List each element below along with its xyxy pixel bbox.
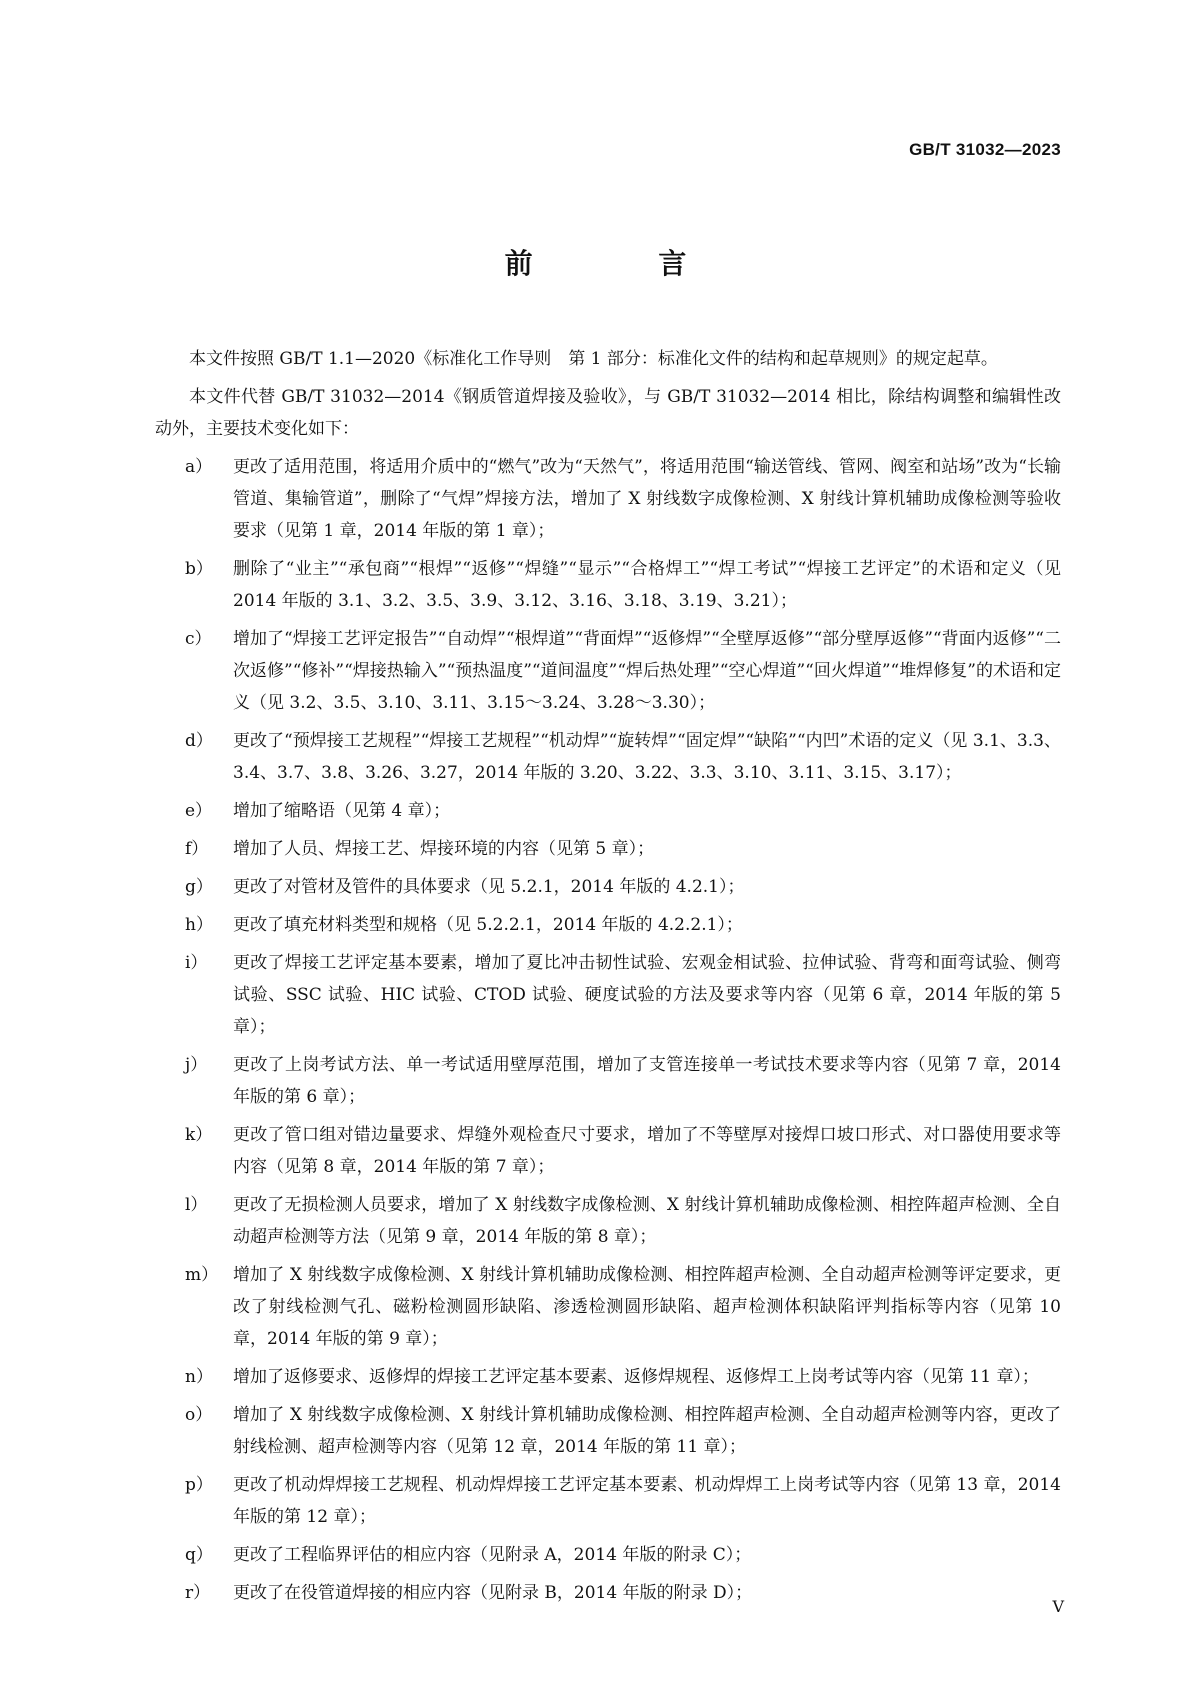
list-item-text: 更改了无损检测人员要求，增加了 X 射线数字成像检测、X 射线计算机辅助成像检测、相控阵超声检测、全自动超声检测等方法（见第 9 章，2014 年版的第 8 章）；: [233, 1195, 1061, 1247]
list-item-text: 更改了工程临界评估的相应内容（见附录 A，2014 年版的附录 C）；: [233, 1545, 752, 1565]
page-title: 前 言: [504, 247, 745, 280]
list-item-text: 更改了“预焊接工艺规程”“焊接工艺规程”“机动焊”“旋转焊”“固定焊”“缺陷”“内凹”术语的定义（见 3.1、3.3、3.4、3.7、3.8、3.26、3.27，2014 年版的 3.20、3.22、3.3、3.10、3.11、3.15、3.17）；: [233, 731, 1061, 783]
change-list: [155, 451, 1061, 1609]
list-marker: l）: [185, 1195, 208, 1215]
list-item-text: 增加了缩略语（见第 4 章）；: [233, 801, 451, 821]
list-item: [155, 553, 1061, 617]
list-item: [155, 1399, 1061, 1463]
list-item-text: 增加了 X 射线数字成像检测、X 射线计算机辅助成像检测、相控阵超声检测、全自动超声检测等评定要求，更改了射线检测气孔、磁粉检测圆形缺陷、渗透检测圆形缺陷、超声检测体积缺陷评判指标等内容（见第 10 章，2014 年版的第 9 章）；: [233, 1265, 1061, 1349]
list-item: [155, 1189, 1061, 1253]
list-marker: e）: [185, 801, 213, 821]
intro-paragraph: 本文件按照 GB/T 1.1—2020《标准化工作导则 第 1 部分：标准化文件的结构和起草规则》的规定起草。: [189, 349, 998, 369]
list-item-text: 增加了 X 射线数字成像检测、X 射线计算机辅助成像检测、相控阵超声检测、全自动超声检测等内容，更改了射线检测、超声检测等内容（见第 12 章，2014 年版的第 11 章）；: [233, 1405, 1061, 1457]
list-item-text: 更改了在役管道焊接的相应内容（见附录 B，2014 年版的附录 D）；: [233, 1583, 753, 1603]
list-item: [155, 1259, 1061, 1355]
list-marker: p）: [185, 1475, 213, 1495]
list-item: [155, 451, 1061, 547]
list-item: [155, 795, 1061, 827]
list-item-text: 增加了返修要求、返修焊的焊接工艺评定基本要素、返修焊规程、返修焊工上岗考试等内容（见第 11 章）；: [233, 1367, 1039, 1387]
list-item-text: 更改了对管材及管件的具体要求（见 5.2.1，2014 年版的 4.2.1）；: [233, 877, 745, 897]
list-item-text: 更改了填充材料类型和规格（见 5.2.2.1，2014 年版的 4.2.2.1）；: [233, 915, 743, 935]
page-number: Ⅴ: [1052, 1597, 1064, 1616]
list-item: [155, 1119, 1061, 1183]
list-marker: n）: [185, 1367, 213, 1387]
preface-body: [155, 343, 1061, 1615]
intro-paragraph: 本文件代替 GB/T 31032—2014《钢质管道焊接及验收》，与 GB/T 31032—2014 相比，除结构调整和编辑性改动外，主要技术变化如下：: [155, 387, 1061, 439]
list-marker: c）: [185, 629, 212, 649]
list-marker: i）: [185, 953, 208, 973]
list-item: [155, 1469, 1061, 1533]
list-marker: d）: [185, 731, 213, 751]
list-item-text: 增加了“焊接工艺评定报告”“自动焊”“根焊道”“背面焊”“返修焊”“全壁厚返修”“部分壁厚返修”“背面内返修”“二次返修”“修补”“焊接热输入”“预热温度”“道间温度”“焊后热处理”“空心焊道”“回火焊道”“堆焊修复”的术语和定义（见 3.2、3.5、3.10、3.11、3.15～3.24、3.28～3.30）；: [233, 629, 1061, 713]
list-item: [155, 725, 1061, 789]
list-item-text: 更改了焊接工艺评定基本要素，增加了夏比冲击韧性试验、宏观金相试验、拉伸试验、背弯和面弯试验、侧弯试验、SSC 试验、HIC 试验、CTOD 试验、硬度试验的方法及要求等内容（见第 6 章，2014 年版的第 5 章）；: [233, 953, 1061, 1037]
list-marker: q）: [185, 1545, 213, 1565]
list-item: [155, 1577, 1061, 1609]
list-item: [155, 947, 1061, 1043]
list-item-text: 更改了上岗考试方法、单一考试适用壁厚范围，增加了支管连接单一考试技术要求等内容（见第 7 章，2014 年版的第 6 章）；: [233, 1055, 1061, 1107]
list-marker: a）: [185, 457, 213, 477]
list-marker: o）: [185, 1405, 213, 1425]
list-item: [155, 1049, 1061, 1113]
list-marker: g）: [185, 877, 213, 897]
list-marker: h）: [185, 915, 213, 935]
list-marker: f）: [185, 839, 209, 859]
list-marker: b）: [185, 559, 213, 579]
list-item-text: 更改了机动焊焊接工艺规程、机动焊焊接工艺评定基本要素、机动焊焊工上岗考试等内容（见第 13 章，2014 年版的第 12 章）；: [233, 1475, 1061, 1527]
list-item: [155, 1539, 1061, 1571]
standard-code: GB/T 31032—2023: [909, 140, 1061, 159]
list-marker: m）: [185, 1265, 219, 1285]
list-item-text: 更改了适用范围，将适用介质中的“燃气”改为“天然气”，将适用范围“输送管线、管网、阀室和站场”改为“长输管道、集输管道”，删除了“气焊”焊接方法，增加了 X 射线数字成像检测、X 射线计算机辅助成像检测等验收要求（见第 1 章，2014 年版的第 1 章）；: [233, 457, 1061, 541]
list-item: [155, 909, 1061, 941]
list-item-text: 增加了人员、焊接工艺、焊接环境的内容（见第 5 章）；: [233, 839, 655, 859]
list-item: [155, 1361, 1061, 1393]
list-item-text: 更改了管口组对错边量要求、焊缝外观检查尺寸要求，增加了不等壁厚对接焊口坡口形式、对口器使用要求等内容（见第 8 章，2014 年版的第 7 章）；: [233, 1125, 1061, 1177]
list-item: [155, 833, 1061, 865]
list-item: [155, 871, 1061, 903]
list-marker: j）: [185, 1055, 208, 1075]
list-item: [155, 623, 1061, 719]
list-item-text: 删除了“业主”“承包商”“根焊”“返修”“焊缝”“显示”“合格焊工”“焊工考试”“焊接工艺评定”的术语和定义（见 2014 年版的 3.1、3.2、3.5、3.9、3.12、3.16、3.18、3.19、3.21）；: [233, 559, 1061, 611]
list-marker: k）: [185, 1125, 213, 1145]
list-marker: r）: [185, 1583, 211, 1603]
